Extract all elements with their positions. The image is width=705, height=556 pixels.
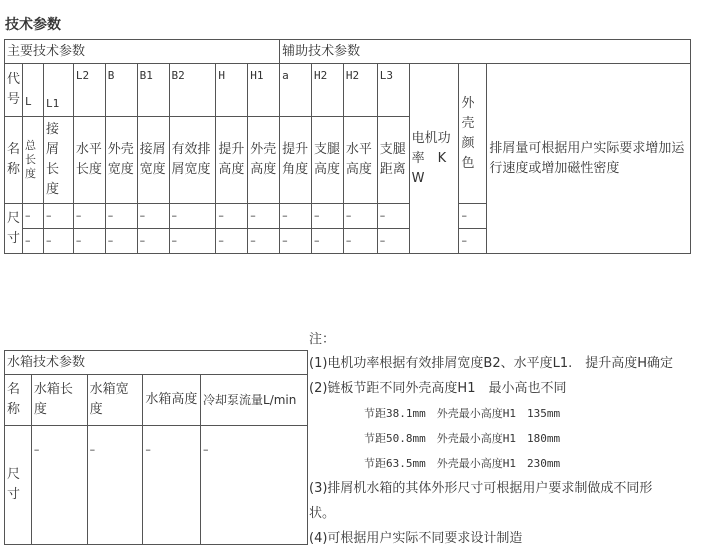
remark-cell: 排屑量可根据用户实际要求增加运行速度或增加磁性密度 [487,64,691,254]
code-cell: B2 [169,64,216,117]
name-cell: 支腿高度 [311,117,343,204]
tank-size-cell: – [143,426,201,545]
motor-power-header: 电机功率 KW [409,64,459,254]
size-cell: – [23,204,44,229]
size-cell: – [169,204,216,229]
size-cell: – [73,229,105,254]
code-cell: H1 [248,64,280,117]
size-cell: – [216,204,248,229]
code-cell: H2 [311,64,343,117]
tank-row-label-size: 尺寸 [5,426,32,545]
water-tank-table [4,350,308,545]
name-cell: 接屑长度 [43,117,73,204]
code-cell: H [216,64,248,117]
size-cell: – [23,229,44,254]
note-item: (3)排屑机水箱的其体外形尺寸可根据用户要求制做成不同形 [309,481,653,496]
size-cell: – [311,229,343,254]
size-cell: – [169,229,216,254]
tank-header-height: 水箱高度 [143,375,201,426]
code-cell: B [105,64,137,117]
size-cell: – [73,204,105,229]
size-cell: – [343,229,377,254]
name-cell: 接屑宽度 [137,117,169,204]
code-cell: L [23,64,44,117]
note-item: (4)可根据用户实际不同要求设计制造 [309,531,523,546]
name-cell: 有效排屑宽度 [169,117,216,204]
note-item: (1)电机功率根据有效排屑宽度B2、水平度L1. 提升高度H确定 [309,356,674,371]
size-cell: – [459,229,487,254]
size-cell: – [105,204,137,229]
tank-size-cell: – [87,426,143,545]
code-cell: a [280,64,312,117]
code-cell: H2 [343,64,377,117]
size-cell: – [280,204,312,229]
note-item: (2)链板节距不同外壳高度H1 最小高也不同 [309,381,567,396]
name-cell: 提升高度 [216,117,248,204]
code-cell: L1 [43,64,73,117]
name-cell: 支腿距离 [377,117,409,204]
tank-table-title: 水箱技术参数 [5,351,308,375]
note-item: 节距63.5mm 外壳最小高度H1 230mm [364,457,561,470]
note-item: 节距38.1mm 外壳最小高度H1 135mm [364,407,561,420]
name-cell: 总长度 [23,117,44,204]
size-cell: – [280,229,312,254]
tank-header-length: 水箱长度 [31,375,87,426]
size-cell: – [105,229,137,254]
group-main-header: 主要技术参数 [5,40,280,64]
group-aux-header: 辅助技术参数 [280,40,691,64]
size-cell: – [311,204,343,229]
row-label-name: 名称 [5,117,23,204]
size-cell: – [43,229,73,254]
size-cell: – [248,229,280,254]
size-cell: – [248,204,280,229]
size-cell: – [343,204,377,229]
size-cell: – [137,204,169,229]
size-cell: – [377,229,409,254]
tank-size-cell: – [201,426,308,545]
size-cell: – [216,229,248,254]
size-cell: – [137,229,169,254]
name-cell: 外壳高度 [248,117,280,204]
tank-header-width: 水箱宽度 [87,375,143,426]
code-cell: L3 [377,64,409,117]
code-cell: B1 [137,64,169,117]
row-label-size: 尺寸 [5,204,23,254]
note-item: 状。 [309,506,336,521]
tank-header-name: 名称 [5,375,32,426]
page-title: 技术参数 [5,17,61,33]
name-cell: 水平长度 [73,117,105,204]
name-cell: 水平高度 [343,117,377,204]
name-cell: 提升角度 [280,117,312,204]
shell-color-header: 外壳颜色 [459,64,487,204]
main-parameters-table [4,39,691,254]
code-cell: L2 [73,64,105,117]
tank-size-cell: – [31,426,87,545]
size-cell: – [43,204,73,229]
tank-header-pump-flow: 冷却泵流量L/min [201,375,308,426]
size-cell: – [377,204,409,229]
notes-heading: 注： [309,332,336,347]
size-cell: – [459,204,487,229]
note-item: 节距50.8mm 外壳最小高度H1 180mm [364,432,561,445]
name-cell: 外壳宽度 [105,117,137,204]
row-label-code: 代号 [5,64,23,117]
